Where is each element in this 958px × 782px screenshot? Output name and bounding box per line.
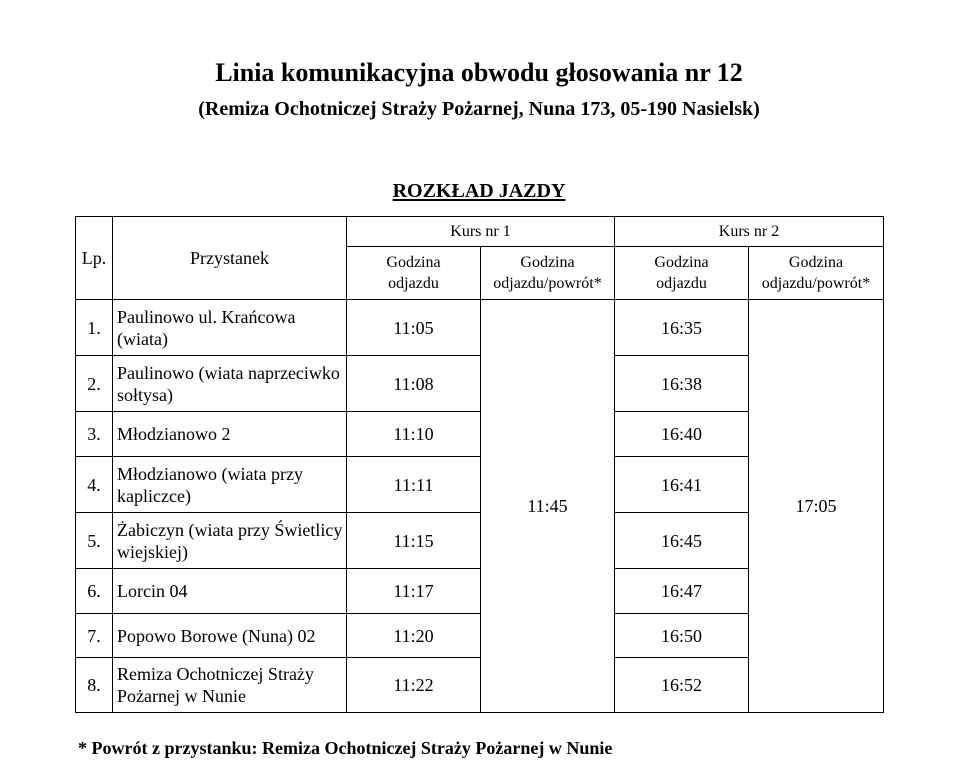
schedule-heading-text: ROZKŁAD JAZDY (392, 180, 566, 202)
row-lp: 5. (76, 513, 113, 569)
row-lp: 4. (76, 457, 113, 513)
header-kurs2-departure-line2: odjazdu (656, 275, 707, 292)
row-lp: 3. (76, 412, 113, 457)
row-kurs1-departure: 11:22 (347, 658, 481, 713)
kurs1-return-time: 11:45 (481, 300, 615, 713)
header-kurs1-departure-line1: Godzina (386, 254, 441, 271)
row-stop: Paulinowo ul. Krańcowa (wiata) (113, 300, 347, 356)
header-kurs-1: Kurs nr 1 (347, 217, 615, 247)
document-subtitle: (Remiza Ochotniczej Straży Pożarnej, Nuna 173, 05-190 Nasielsk) (198, 98, 760, 120)
row-lp: 8. (76, 658, 113, 713)
row-lp: 6. (76, 569, 113, 614)
table-row (76, 300, 884, 356)
row-stop: Remiza Ochotniczej Straży Pożarnej w Nunie (113, 658, 347, 713)
row-kurs1-departure: 11:10 (347, 412, 481, 457)
row-kurs2-departure: 16:47 (615, 569, 749, 614)
header-kurs2-departure (615, 247, 749, 300)
header-kurs1-departure (347, 247, 481, 300)
row-stop: Żabiczyn (wiata przy Świetlicy wiejskiej) (113, 513, 347, 569)
header-kurs1-return-line2: odjazdu/powrót* (493, 275, 602, 292)
footnote: * Powrót z przystanku: Remiza Ochotniczej Straży Pożarnej w Nunie (78, 738, 613, 758)
row-kurs2-departure: 16:52 (615, 658, 749, 713)
row-kurs1-departure: 11:15 (347, 513, 481, 569)
row-stop: Lorcin 04 (113, 569, 347, 614)
document-title: Linia komunikacyjna obwodu głosowania nr 12 (215, 58, 743, 87)
row-kurs1-departure: 11:05 (347, 300, 481, 356)
header-kurs1-return-line1: Godzina (520, 254, 575, 271)
header-kurs-2: Kurs nr 2 (615, 217, 884, 247)
row-lp: 1. (76, 300, 113, 356)
header-lp: Lp. (76, 217, 113, 300)
header-kurs2-return-line2: odjazdu/powrót* (761, 275, 871, 292)
header-kurs2-return-line1: Godzina (788, 254, 844, 271)
kurs2-return-time: 17:05 (749, 300, 884, 713)
row-kurs1-departure: 11:17 (347, 569, 481, 614)
timetable (75, 216, 884, 713)
row-stop: Młodzianowo (wiata przy kapliczce) (113, 457, 347, 513)
row-kurs1-departure: 11:11 (347, 457, 481, 513)
row-kurs2-departure: 16:40 (615, 412, 749, 457)
row-kurs2-departure: 16:38 (615, 356, 749, 412)
header-kurs2-return (749, 247, 884, 300)
row-kurs2-departure: 16:35 (615, 300, 749, 356)
header-kurs1-return (481, 247, 615, 300)
header-kurs1-departure-line2: odjazdu (388, 275, 439, 292)
row-stop: Młodzianowo 2 (113, 412, 347, 457)
row-kurs2-departure: 16:41 (615, 457, 749, 513)
row-kurs2-departure: 16:50 (615, 614, 749, 658)
header-stop: Przystanek (113, 217, 347, 300)
row-kurs1-departure: 11:20 (347, 614, 481, 658)
row-kurs1-departure: 11:08 (347, 356, 481, 412)
schedule-heading (0, 178, 958, 204)
row-kurs2-departure: 16:45 (615, 513, 749, 569)
header-kurs2-departure-line1: Godzina (654, 254, 709, 271)
row-lp: 2. (76, 356, 113, 412)
row-stop: Popowo Borowe (Nuna) 02 (113, 614, 347, 658)
header-row-courses (76, 217, 884, 247)
row-stop: Paulinowo (wiata naprzeciwko sołtysa) (113, 356, 347, 412)
row-lp: 7. (76, 614, 113, 658)
